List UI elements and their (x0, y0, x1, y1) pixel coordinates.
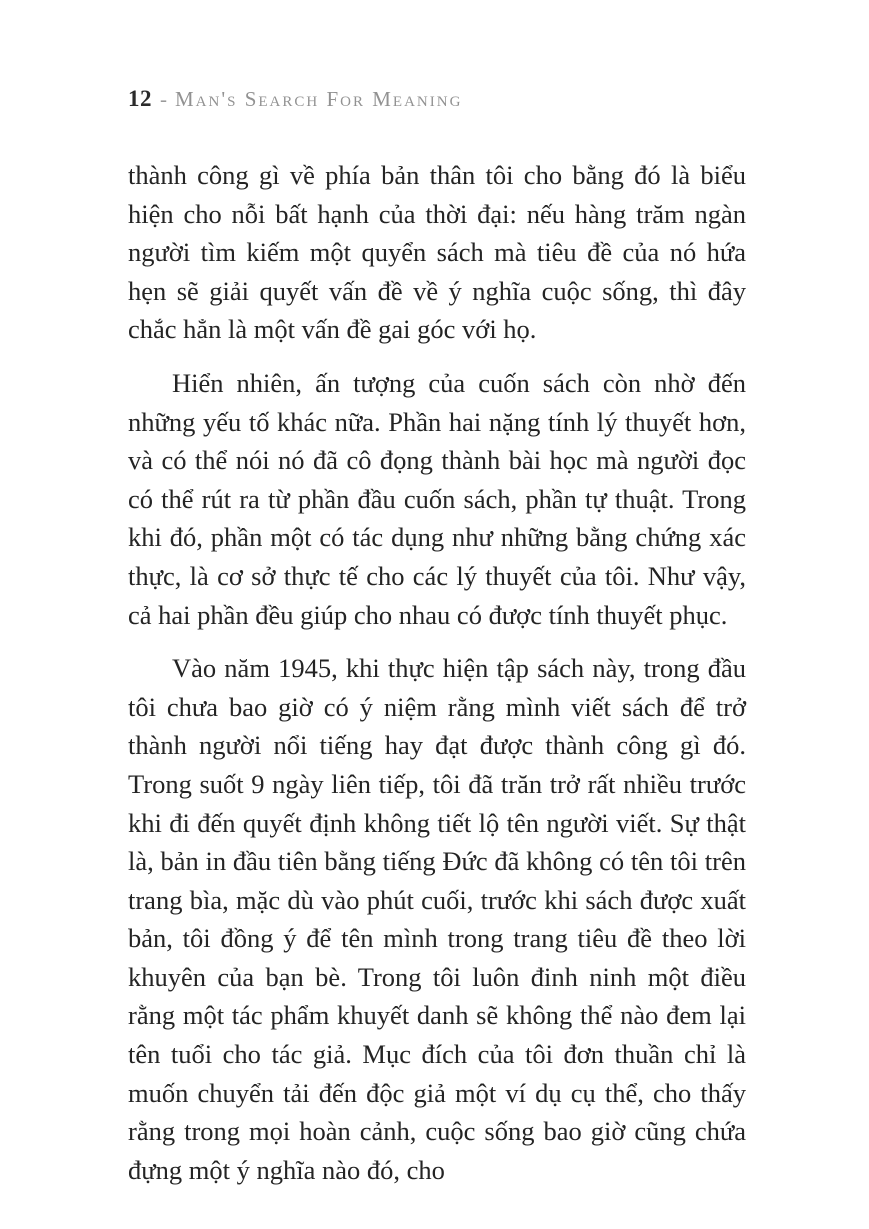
page-content (128, 86, 746, 1189)
header-separator: - (160, 87, 167, 111)
book-title: Man's Search For Meaning (175, 87, 463, 111)
running-header (128, 86, 746, 112)
paragraph: Vào năm 1945, khi thực hiện tập sách này, trong đầu tôi chưa bao giờ có ý niệm rằng mình viết sách để trở thành người nổi tiếng hay đạt được thành công gì đó. Trong suốt 9 ngày liên tiếp, tôi đã trăn trở rất nhiều trước khi đi đến quyết định không tiết lộ tên người viết. Sự thật là, bản in đầu tiên bằng tiếng Đức đã không có tên tôi trên trang bìa, mặc dù vào phút cuối, trước khi sách được xuất bản, tôi đồng ý để tên mình trong trang tiêu đề theo lời khuyên của bạn bè. Trong tôi luôn đinh ninh một điều rằng một tác phẩm khuyết danh sẽ không thể nào đem lại tên tuổi cho tác giả. Mục đích của tôi đơn thuần chỉ là muốn chuyển tải đến độc giả một ví dụ cụ thể, cho thấy rằng trong mọi hoàn cảnh, cuộc sống bao giờ cũng chứa đựng một ý nghĩa nào đó, cho (128, 653, 746, 1185)
body-text (128, 156, 746, 1189)
paragraph: Hiển nhiên, ấn tượng của cuốn sách còn nhờ đến những yếu tố khác nữa. Phần hai nặng tính lý thuyết hơn, và có thể nói nó đã cô đọng thành bài học mà người đọc có thể rút ra từ phần đầu cuốn sách, phần tự thuật. Trong khi đó, phần một có tác dụng như những bằng chứng xác thực, là cơ sở thực tế cho các lý thuyết của tôi. Như vậy, cả hai phần đều giúp cho nhau có được tính thuyết phục. (128, 367, 746, 630)
paragraph: thành công gì về phía bản thân tôi cho bằng đó là biểu hiện cho nỗi bất hạnh của thời đại: nếu hàng trăm ngàn người tìm kiếm một quyển sách mà tiêu đề của nó hứa hẹn sẽ giải quyết vấn đề về ý nghĩa cuộc sống, thì đây chắc hẳn là một vấn đề gai góc với họ. (128, 160, 746, 345)
page-number: 12 (128, 86, 152, 111)
